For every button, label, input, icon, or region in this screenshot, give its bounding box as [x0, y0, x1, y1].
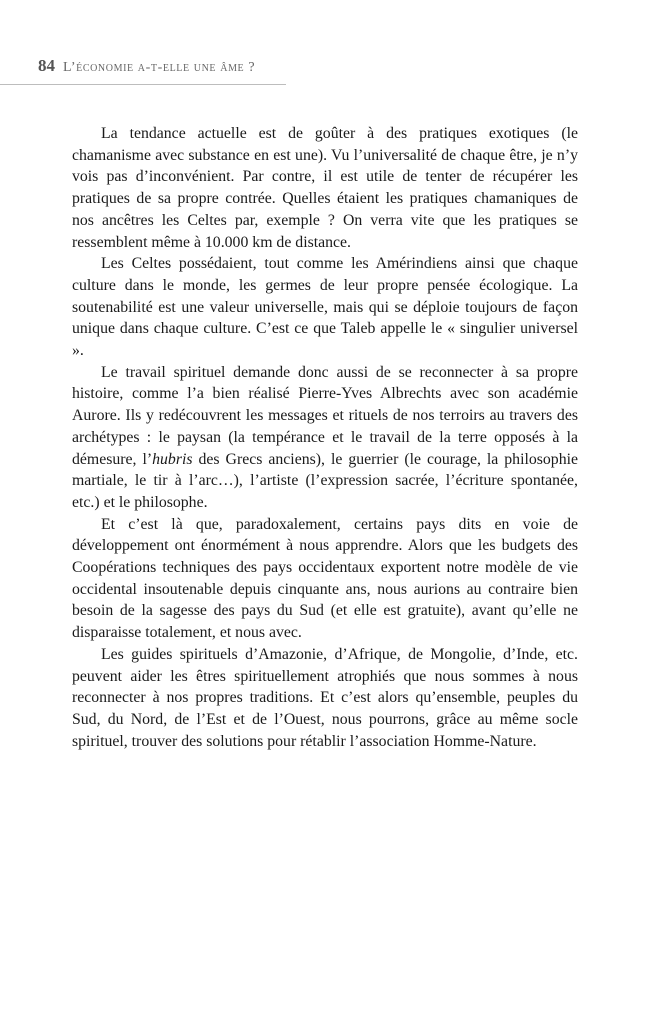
paragraph-4: Et c’est là que, paradoxalement, certains pays dits en voie de développement ont énormément à nous apprendre. Alors que les budgets des Coopérations techniques des pays occidentaux exportent notre modèle de vie occidental insoutenable depuis cinquante ans, nous aurions au contraire bien besoin de la sagesse des pays du Sud (et elle est gratuite), avant qu’elle ne disparaisse totalement, et nous avec. [72, 515, 578, 642]
running-title: L’économie a-t-elle une âme ? [63, 60, 256, 75]
running-header [0, 0, 286, 85]
paragraph-3 [72, 362, 578, 514]
running-header-line [38, 56, 255, 76]
paragraph-1: La tendance actuelle est de goûter à des pratiques exotiques (le chamanisme avec substance en est une). Vu l’universalité de chaque être, je n’y vois pas d’inconvénient. Par contre, il est utile de tenter de récupérer les pratiques de sa propre contrée. Quelles étaient les pratiques chamaniques de nos ancêtres les Celtes par, exemple ? On verra vite que les pratiques se ressemblent même à 10.000 km de distance. [72, 125, 578, 251]
paragraph-3-part-1: Le travail spirituel demande donc aussi de se reconnecter à sa propre histoire, comme l’a bien réalisé Pierre-Yves Albrechts avec son académie Aurore. Ils y redécouvrent les messages et rituels de nos terroirs au travers des archétypes : le paysan (la tempérance et le travail de la terre opposés à la démesure, l’ [72, 363, 578, 468]
paragraph-5: Les guides spirituels d’Amazonie, d’Afrique, de Mongolie, d’Inde, etc. peuvent aider les êtres spirituellement atrophiés que nous sommes à nous reconnecter à nos propres traditions. Et c’est alors qu’ensemble, peuples du Sud, du Nord, de l’Est et de l’Ouest, nous pourrons, grâce au même socle spirituel, trouver des solutions pour rétablir l’association Homme-Nature. [72, 645, 578, 750]
page-number: 84 [38, 56, 55, 75]
italic-term-hubris: hubris [152, 450, 193, 468]
paragraph-3-part-2: des Grecs anciens), le guerrier (le courage, la philosophie martiale, le tir à l’arc…), l’artiste (l’expression sacrée, l’écriture spontanée, etc.) et le philosophe. [72, 450, 579, 511]
paragraph-2: Les Celtes possédaient, tout comme les Amérindiens ainsi que chaque culture dans le monde, les germes de leur propre pensée écologique. La soutenabilité est une valeur universelle, mais qui se déploie toujours de façon unique dans chaque culture. C’est ce que Taleb appelle le « singulier universel ». [72, 255, 578, 360]
body-text [72, 123, 578, 752]
